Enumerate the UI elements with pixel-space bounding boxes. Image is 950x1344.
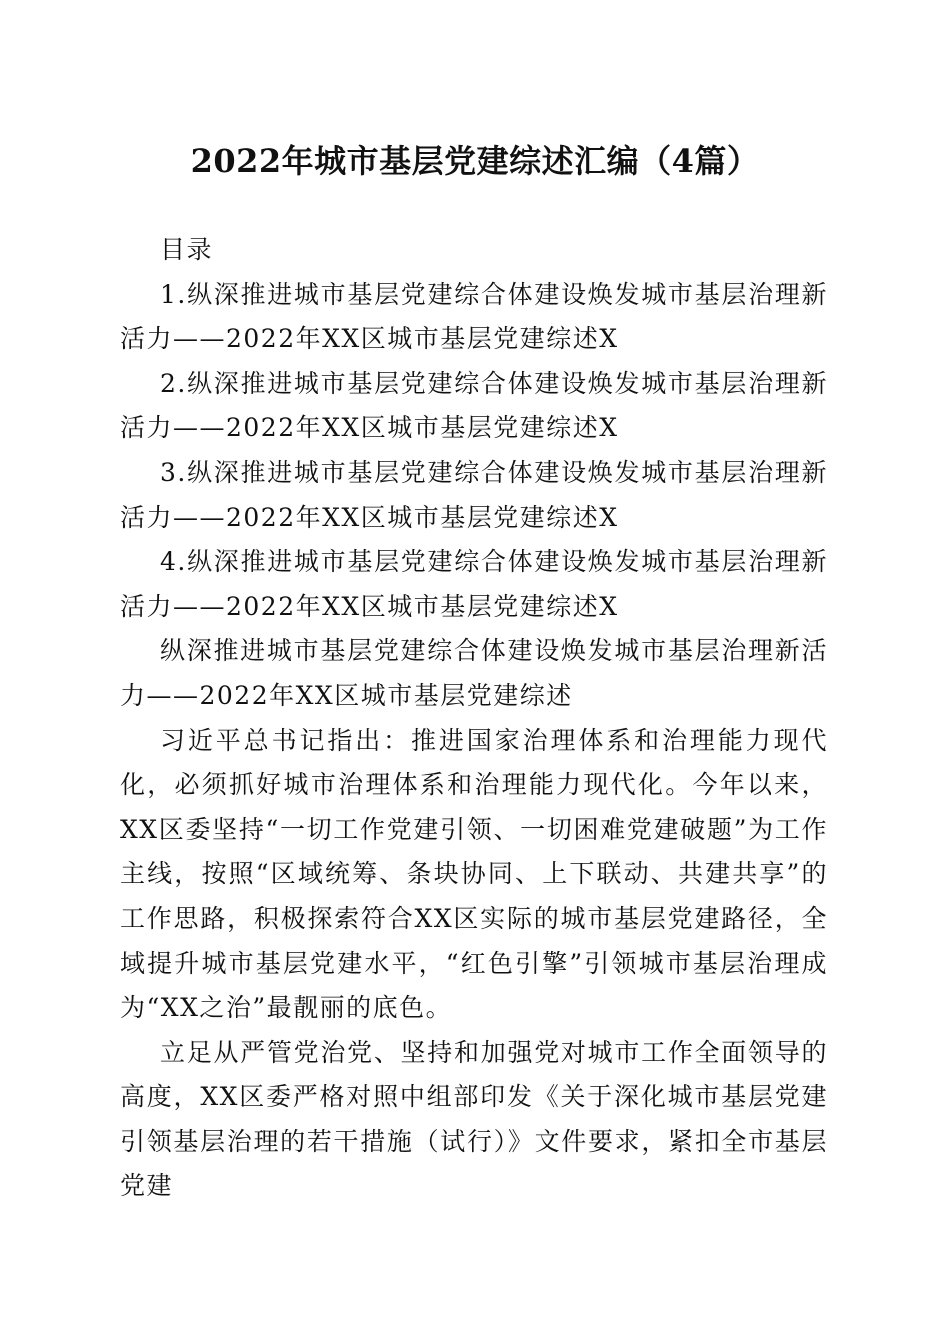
paragraph-1: 习近平总书记指出：推进国家治理体系和治理能力现代化，必须抓好城市治理体系和治理能力现代化。今年以来，XX区委坚持“一切工作党建引领、一切困难党建破题”为工作主线，按照“区域统筹、条块协同、上下联动、共建共享”的工作思路，积极探索符合XX区实际的城市基层党建路径，全域提升城市基层党建水平，“红色引擎”引领城市基层治理成为“XX之治”最靓丽的底色。 bbox=[120, 725, 828, 1023]
toc-item-4: 4.纵深推进城市基层党建综合体建设焕发城市基层治理新活力——2022年XX区城市基层党建综述X bbox=[120, 547, 828, 621]
toc-item-1: 1.纵深推进城市基层党建综合体建设焕发城市基层治理新活力——2022年XX区城市基层党建综述X bbox=[120, 279, 828, 354]
toc-item-2: 2.纵深推进城市基层党建综合体建设焕发城市基层治理新活力——2022年XX区城市基层党建综述X bbox=[120, 368, 828, 443]
toc-label: 目录 bbox=[160, 235, 214, 264]
document-title: 2022年城市基层党建综述汇编（4篇） bbox=[190, 142, 760, 180]
paragraph-2: 立足从严管党治党、坚持和加强党对城市工作全面领导的高度，XX区委严格对照中组部印发《关于深化城市基层党建引领基层治理的若干措施（试行）》文件要求，紧扣全市基层党建 bbox=[120, 1037, 828, 1201]
toc-item-3: 3.纵深推进城市基层党建综合体建设焕发城市基层治理新活力——2022年XX区城市基层党建综述X bbox=[120, 457, 828, 532]
article-heading: 纵深推进城市基层党建综合体建设焕发城市基层治理新活力——2022年XX区城市基层党建综述 bbox=[120, 636, 828, 710]
document-body bbox=[120, 228, 828, 1209]
